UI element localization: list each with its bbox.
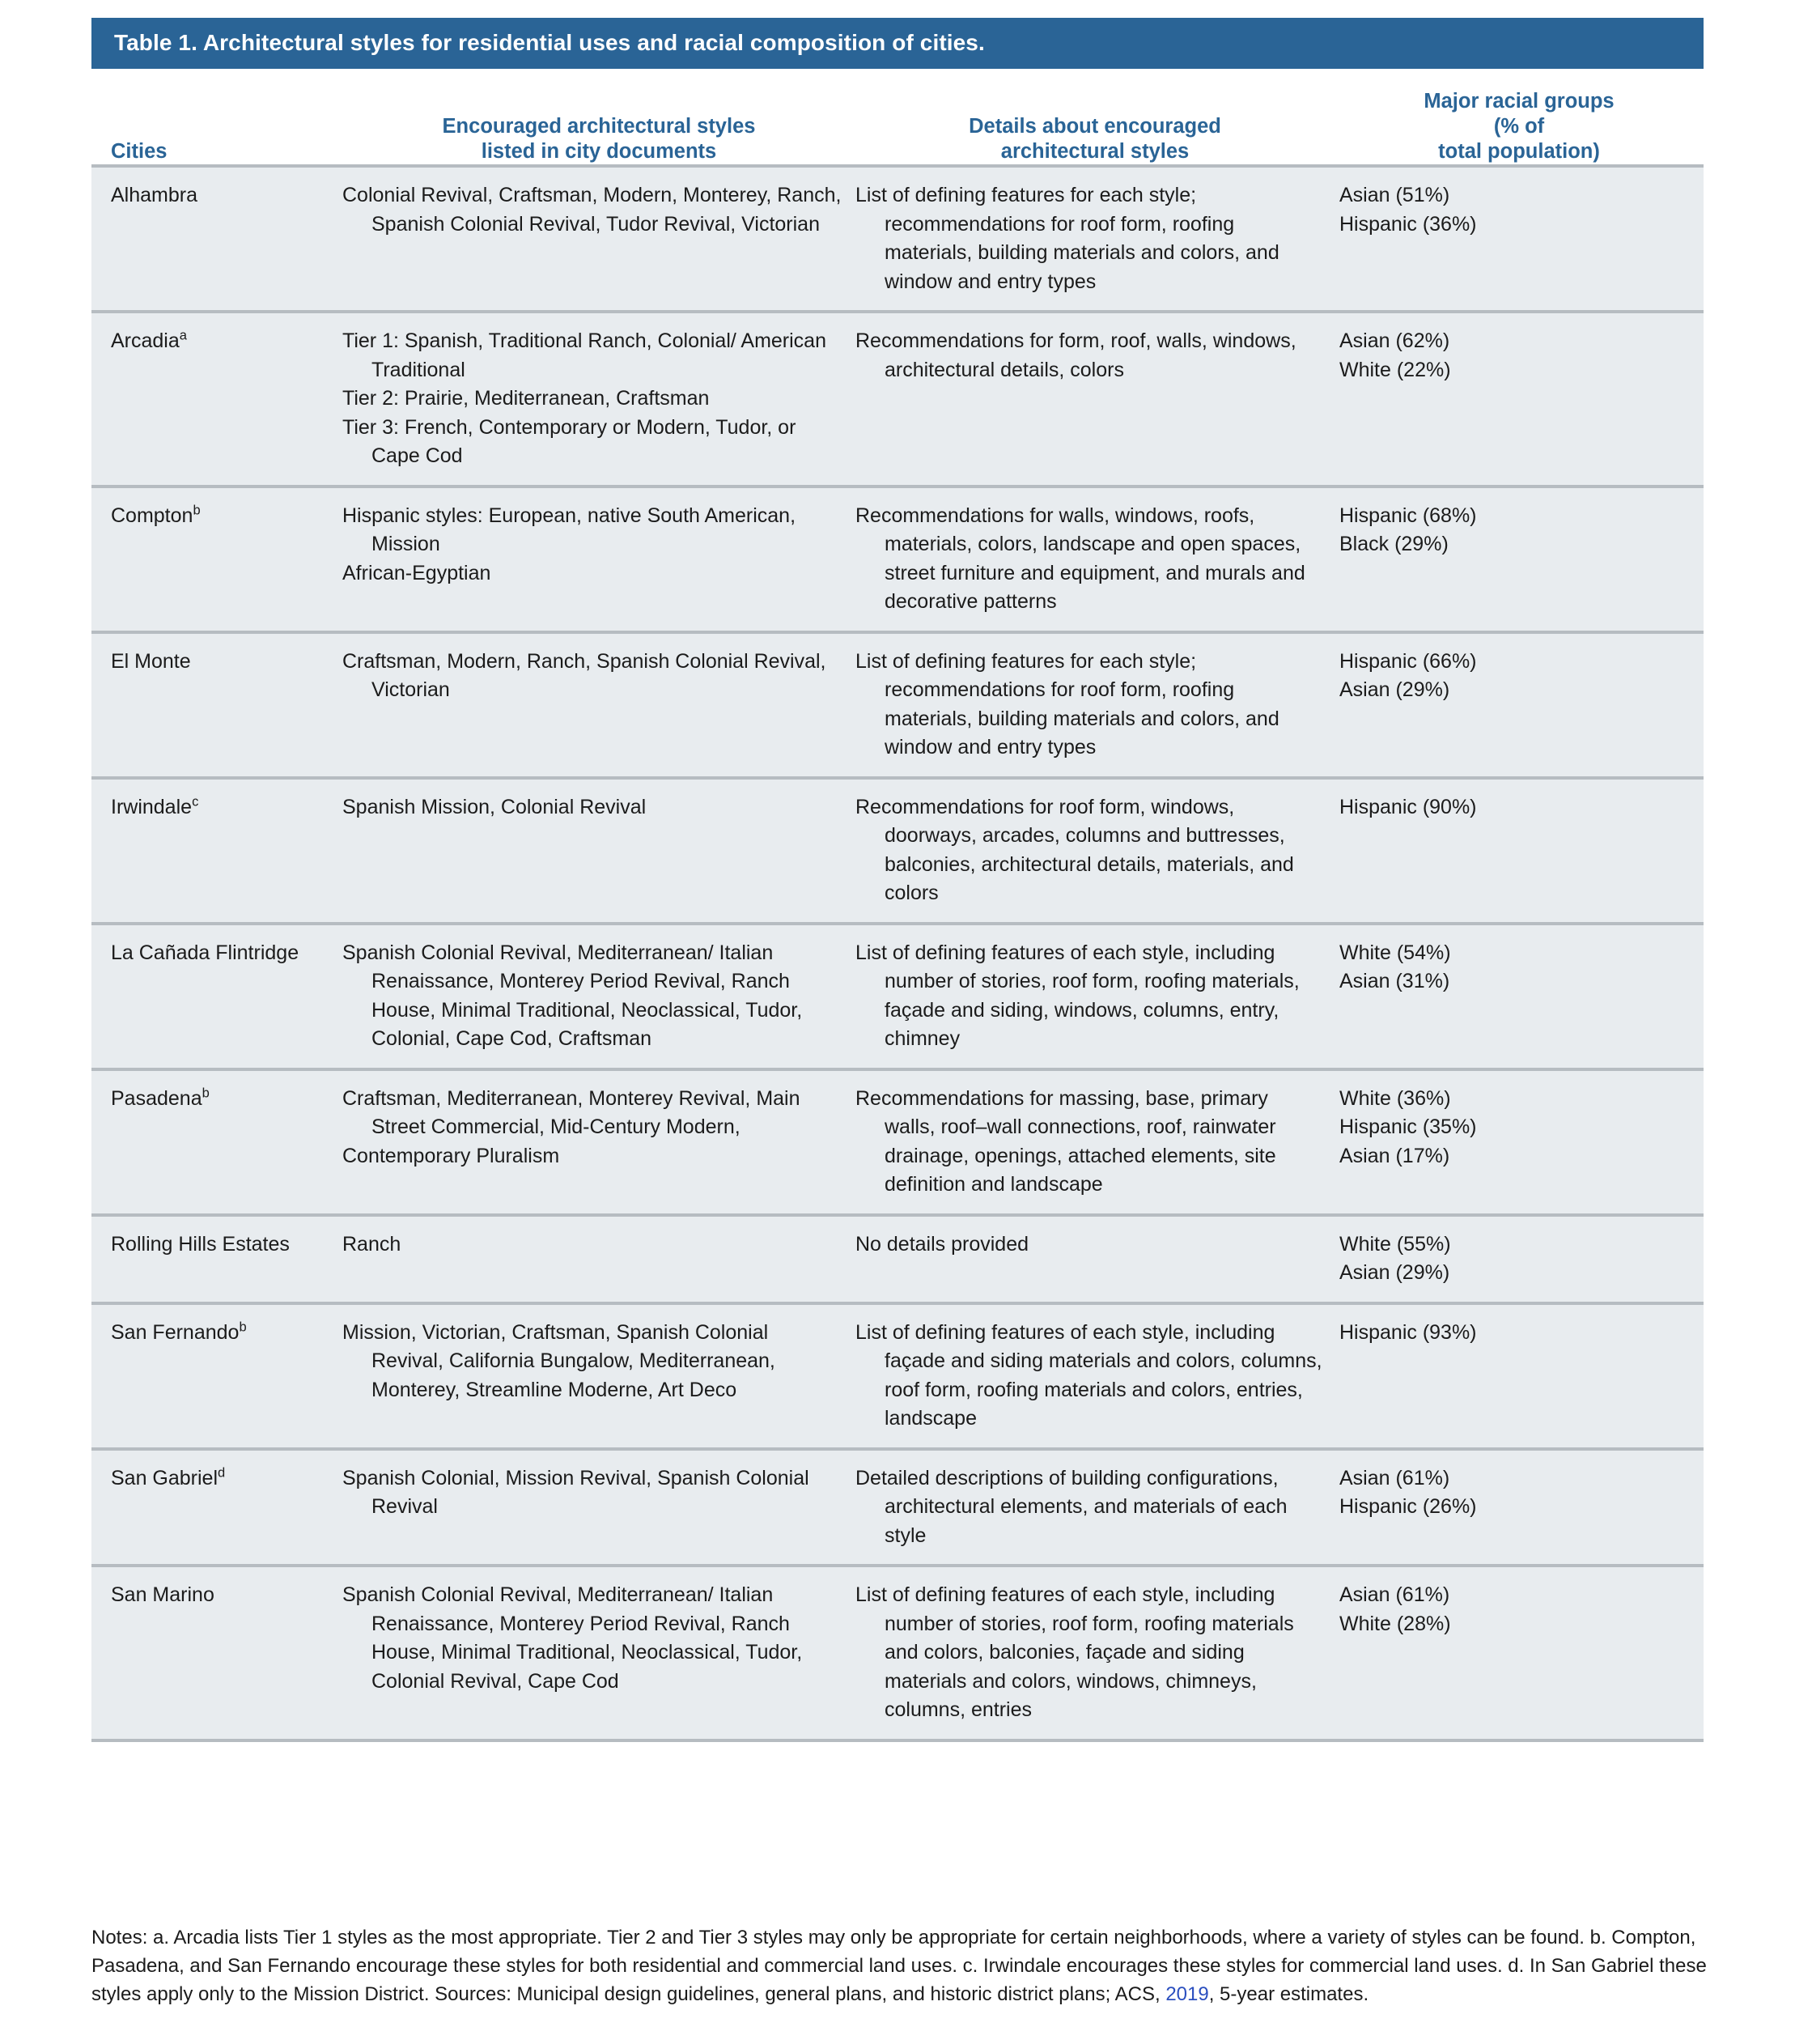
table-notes xyxy=(91,1923,1710,2008)
racial-group-value: Asian (17%) xyxy=(1339,1144,1450,1167)
racial-group-value: Hispanic (36%) xyxy=(1339,212,1477,236)
racial-group-value: Hispanic (68%) xyxy=(1339,504,1477,527)
styles-paragraph: Tier 1: Spanish, Traditional Ranch, Colonial/ American Traditional xyxy=(342,329,826,381)
racial-group-value: Asian (61%) xyxy=(1339,1583,1450,1606)
cell-details xyxy=(855,648,1335,763)
cell-city xyxy=(91,1085,342,1200)
city-footnote-marker: b xyxy=(193,503,201,518)
racial-group-value: White (54%) xyxy=(1339,941,1451,964)
racial-group-value: Asian (62%) xyxy=(1339,329,1450,352)
cell-city xyxy=(91,1319,342,1434)
table-row xyxy=(91,1305,1704,1451)
racial-group-value: White (22%) xyxy=(1339,358,1451,381)
column-header-racial xyxy=(1335,89,1704,164)
column-header-styles xyxy=(342,114,855,164)
racial-group-value: White (28%) xyxy=(1339,1612,1451,1635)
styles-paragraph: Hispanic styles: European, native South American, Mission xyxy=(342,504,796,555)
table-title: Table 1. Architectural styles for residential uses and racial composition of cities. xyxy=(114,30,985,56)
racial-group-value: Hispanic (93%) xyxy=(1339,1320,1477,1344)
city-footnote-marker: a xyxy=(179,328,187,343)
cell-encouraged-styles xyxy=(342,1581,855,1725)
racial-group-value: Hispanic (66%) xyxy=(1339,649,1477,673)
city-name: Alhambra xyxy=(111,184,197,206)
city-name: La Cañada Flintridge xyxy=(111,941,299,964)
column-header-styles-line2: listed in city documents xyxy=(481,139,717,163)
table-1 xyxy=(91,69,1704,1742)
cell-details xyxy=(855,327,1335,471)
table-row xyxy=(91,780,1704,925)
cell-details xyxy=(855,939,1335,1054)
city-footnote-marker: b xyxy=(239,1319,247,1335)
cell-details xyxy=(855,1085,1335,1200)
column-header-styles-line1: Encouraged architectural styles xyxy=(442,114,756,138)
cell-details xyxy=(855,1464,1335,1551)
cell-city xyxy=(91,939,342,1054)
city-footnote-marker: c xyxy=(192,794,199,810)
racial-group-value: White (36%) xyxy=(1339,1086,1451,1110)
city-name: El Monte xyxy=(111,649,191,673)
city-footnote-marker: d xyxy=(218,1465,226,1481)
racial-group-value: Hispanic (90%) xyxy=(1339,795,1477,818)
table-row xyxy=(91,925,1704,1071)
details-paragraph: List of defining features of each style, including façade and siding materials and colors, columns, roof form, roofing materials and colors, entries, landscape xyxy=(855,1320,1322,1430)
column-header-details-line1: Details about encouraged xyxy=(969,114,1221,138)
column-header-details xyxy=(855,114,1335,164)
styles-paragraph: Craftsman, Modern, Ranch, Spanish Colonial Revival, Victorian xyxy=(342,649,826,701)
cell-details xyxy=(855,181,1335,296)
cell-racial-groups xyxy=(1335,1319,1704,1434)
racial-group-value: Asian (29%) xyxy=(1339,1261,1450,1284)
cell-encouraged-styles xyxy=(342,793,855,908)
styles-paragraph: Craftsman, Mediterranean, Monterey Revival, Main Street Commercial, Mid-Century Modern, xyxy=(342,1086,800,1138)
column-header-racial-line3: total population) xyxy=(1438,139,1600,163)
cell-details xyxy=(855,502,1335,617)
racial-group-value: Hispanic (35%) xyxy=(1339,1115,1477,1138)
styles-paragraph: Colonial Revival, Craftsman, Modern, Monterey, Ranch, Spanish Colonial Revival, Tudor Revival, Victorian xyxy=(342,184,842,236)
styles-paragraph: Ranch xyxy=(342,1232,401,1256)
cell-city xyxy=(91,1230,342,1288)
cell-city xyxy=(91,1464,342,1551)
styles-paragraph: Tier 3: French, Contemporary or Modern, Tudor, or Cape Cod xyxy=(342,415,796,467)
details-paragraph: List of defining features of each style, including number of stories, roof form, roofing materials and colors, balconies, façade and siding materials and colors, windows, chimneys, columns, entries xyxy=(855,1583,1294,1721)
details-paragraph: List of defining features for each style; recommendations for roof form, roofing materials, building materials and colors, and window and entry types xyxy=(855,649,1279,759)
table-row xyxy=(91,1217,1704,1305)
table-column-headers xyxy=(91,69,1704,164)
cell-encouraged-styles xyxy=(342,1085,855,1200)
column-header-cities xyxy=(91,139,342,164)
cell-city xyxy=(91,1581,342,1725)
cell-racial-groups xyxy=(1335,1581,1704,1725)
racial-group-value: Black (29%) xyxy=(1339,533,1449,555)
cell-encouraged-styles xyxy=(342,648,855,763)
styles-paragraph: Spanish Colonial Revival, Mediterranean/ Italian Renaissance, Monterey Period Revival, Ranch House, Minimal Traditional, Neoclassical, Tudor, Colonial Revival, Cape Cod xyxy=(342,1583,803,1693)
city-name: San Fernando$^b$ xyxy=(111,1319,247,1344)
cell-encouraged-styles xyxy=(342,502,855,617)
column-header-racial-line2: (% of xyxy=(1493,114,1545,138)
cell-encouraged-styles xyxy=(342,1464,855,1551)
city-name: San Gabriel$^d$ xyxy=(111,1465,226,1489)
details-paragraph: No details provided xyxy=(855,1232,1029,1256)
cell-racial-groups xyxy=(1335,1464,1704,1551)
column-header-racial-line1: Major racial groups xyxy=(1424,89,1615,113)
table-row xyxy=(91,488,1704,634)
table-row xyxy=(91,168,1704,313)
styles-paragraph: Spanish Colonial, Mission Revival, Spanish Colonial Revival xyxy=(342,1466,809,1518)
city-footnote-marker: b xyxy=(202,1086,210,1101)
city-name: Pasadena$^b$ xyxy=(111,1086,210,1110)
table-row xyxy=(91,634,1704,780)
cell-details xyxy=(855,1581,1335,1725)
styles-paragraph: Tier 2: Prairie, Mediterranean, Craftsman xyxy=(342,387,710,410)
racial-group-value: Asian (61%) xyxy=(1339,1466,1450,1489)
cell-encouraged-styles xyxy=(342,181,855,296)
cell-racial-groups xyxy=(1335,648,1704,763)
notes-text-part2: , 5-year estimates. xyxy=(1208,1983,1369,2006)
styles-paragraph: Mission, Victorian, Craftsman, Spanish Colonial Revival, California Bungalow, Mediterranean, Monterey, Streamline Moderne, Art Deco xyxy=(342,1320,775,1401)
city-name: San Marino xyxy=(111,1583,214,1606)
table-row xyxy=(91,1451,1704,1568)
cell-details xyxy=(855,793,1335,908)
cell-racial-groups xyxy=(1335,939,1704,1054)
table-row xyxy=(91,1567,1704,1742)
cell-racial-groups xyxy=(1335,327,1704,471)
city-name: Rolling Hills Estates xyxy=(111,1232,290,1256)
cell-racial-groups xyxy=(1335,502,1704,617)
table-row xyxy=(91,1071,1704,1217)
details-paragraph: Recommendations for roof form, windows, doorways, arcades, columns and buttresses, balconies, architectural details, materials, and colors xyxy=(855,795,1294,904)
cell-encouraged-styles xyxy=(342,939,855,1054)
cell-racial-groups xyxy=(1335,793,1704,908)
cell-city xyxy=(91,648,342,763)
cell-racial-groups xyxy=(1335,1230,1704,1288)
cell-racial-groups xyxy=(1335,181,1704,296)
cell-city xyxy=(91,793,342,908)
column-header-details-line2: architectural styles xyxy=(1000,139,1190,163)
cell-city xyxy=(91,327,342,471)
cell-details xyxy=(855,1319,1335,1434)
table-row xyxy=(91,313,1704,488)
city-name: Irwindale$^c$ xyxy=(111,794,199,818)
column-header-cities-label: Cities xyxy=(111,139,168,163)
table-body xyxy=(91,164,1704,1742)
styles-paragraph: Spanish Colonial Revival, Mediterranean/ Italian Renaissance, Monterey Period Revival, Ranch House, Minimal Traditional, Neoclassical, Tudor, Colonial, Cape Cod, Craftsman xyxy=(342,941,803,1050)
styles-paragraph: African-Egyptian xyxy=(342,561,491,584)
racial-group-value: Asian (31%) xyxy=(1339,970,1450,992)
cell-encouraged-styles xyxy=(342,327,855,471)
city-name: Arcadia$^a$ xyxy=(111,328,187,352)
cell-details xyxy=(855,1230,1335,1288)
details-paragraph: Recommendations for walls, windows, roofs, materials, colors, landscape and open spaces, street furniture and equipment, and murals and decorative patterns xyxy=(855,504,1305,613)
racial-group-value: White (55%) xyxy=(1339,1232,1451,1256)
city-name: Compton$^b$ xyxy=(111,503,201,527)
table-title-bar xyxy=(91,18,1704,69)
cell-encouraged-styles xyxy=(342,1230,855,1288)
styles-paragraph: Spanish Mission, Colonial Revival xyxy=(342,795,647,818)
details-paragraph: Recommendations for massing, base, primary walls, roof–wall connections, roof, rainwater drainage, openings, attached elements, site definition and landscape xyxy=(855,1086,1276,1196)
cell-city xyxy=(91,181,342,296)
cell-racial-groups xyxy=(1335,1085,1704,1200)
details-paragraph: Recommendations for form, roof, walls, windows, architectural details, colors xyxy=(855,329,1296,381)
notes-source-year-link[interactable]: 2019 xyxy=(1165,1983,1209,2006)
cell-encouraged-styles xyxy=(342,1319,855,1434)
notes-text-part1: Notes: a. Arcadia lists Tier 1 styles as the most appropriate. Tier 2 and Tier 3 styles may only be appropriate for certain neighborhoods, where a variety of styles can be found. b. Compton, Pasadena, and San Fernando encourage these styles for both residential and commercial land uses. c. Irwindale encourages these styles for commercial land uses. d. In San Gabriel these styles apply only to the Mission District. Sources: Municipal design guidelines, general plans, and historic district plans; ACS, xyxy=(91,1927,1707,2006)
details-paragraph: List of defining features for each style; recommendations for roof form, roofing materials, building materials and colors, and window and entry types xyxy=(855,184,1279,293)
racial-group-value: Hispanic (26%) xyxy=(1339,1495,1477,1518)
cell-city xyxy=(91,502,342,617)
details-paragraph: List of defining features of each style, including number of stories, roof form, roofing materials, façade and siding, windows, columns, entry, chimney xyxy=(855,941,1300,1050)
styles-paragraph: Contemporary Pluralism xyxy=(342,1144,560,1167)
details-paragraph: Detailed descriptions of building configurations, architectural elements, and materials of each style xyxy=(855,1466,1288,1547)
racial-group-value: Asian (51%) xyxy=(1339,184,1450,206)
racial-group-value: Asian (29%) xyxy=(1339,678,1450,701)
